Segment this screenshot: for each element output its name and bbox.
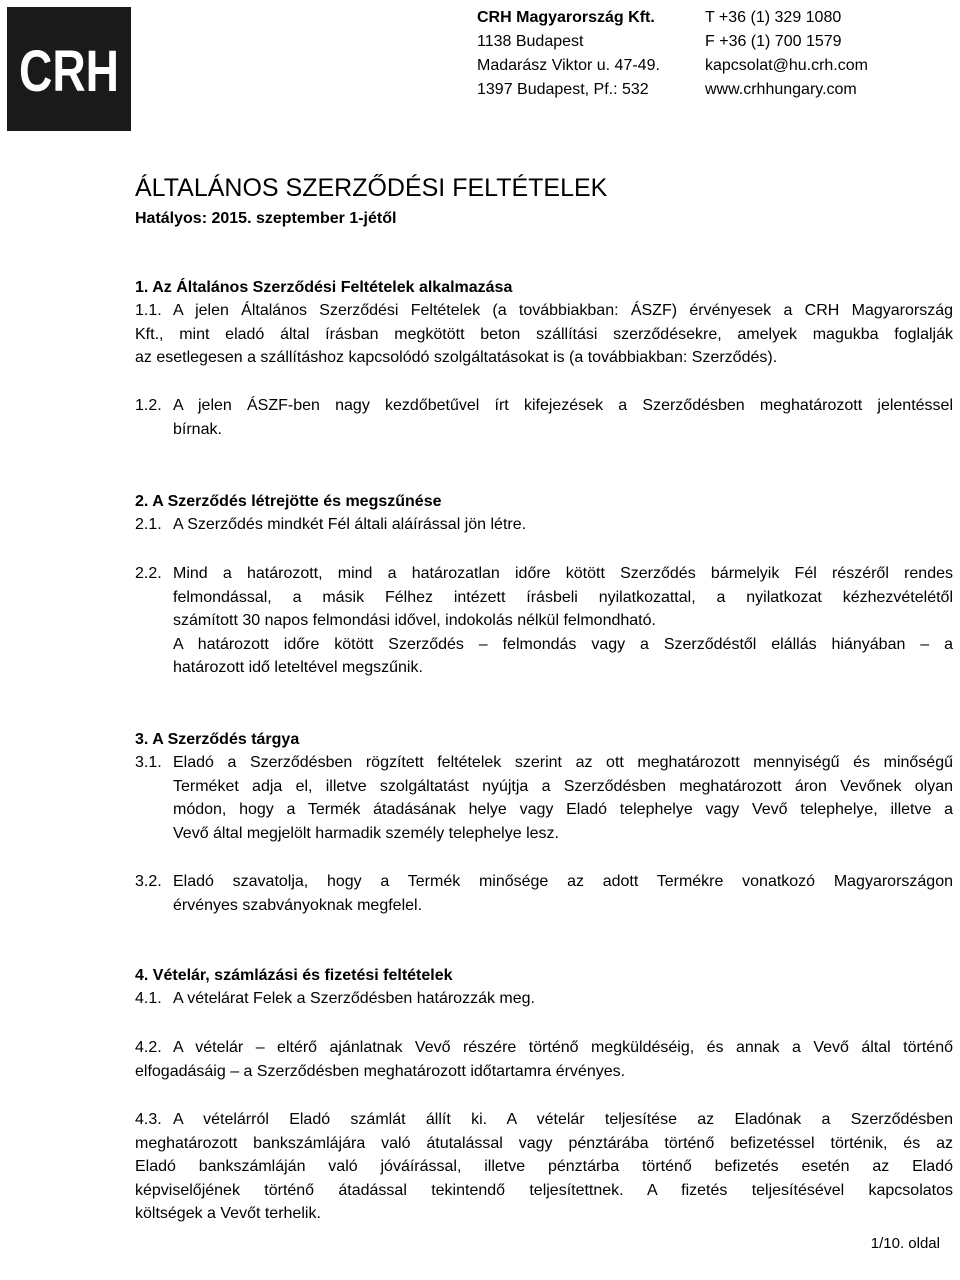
clause-line: meghatározott bankszámlájára való átutalással vagy pénztárába történő befizetéssel történik, és az	[135, 1134, 953, 1152]
clause-line: határozott idő leteltével megszűnik.	[173, 659, 423, 676]
clause-4-2-continued	[135, 1060, 953, 1084]
clause-3-2	[135, 870, 953, 917]
clause-line: érvényes szabványoknak megfelel.	[173, 896, 423, 914]
clause-line: A határozott időre kötött Szerződés – felmondás vagy a Szerződéstől elállás hiányában – a	[173, 635, 953, 653]
clause-line: A jelen Általános Szerződési Feltételek (a továbbiakban: ÁSZF) érvényesek a CRH Magyarország	[173, 302, 953, 319]
address-line: 1138 Budapest	[477, 33, 584, 50]
clause-line: Eladó bankszámláján való jóváírással, illetve pénztárba történő befizetés esetén az Eladó	[135, 1158, 953, 1175]
section-heading: 3. A Szerződés tárgya	[135, 731, 300, 748]
company-address	[477, 6, 660, 102]
clause-line: Eladó szavatolja, hogy a Termék minősége az adott Termékre vonatkozó Magyarországon	[173, 873, 953, 890]
address-line: 1397 Budapest, Pf.: 532	[477, 81, 649, 98]
clause-line: Kft., mint eladó által írásban megkötött beton szállítási szerződésekre, amelyek magukba foglalják	[135, 325, 953, 343]
website-address: www.crhhungary.com	[705, 81, 857, 98]
clause-4-3	[135, 1108, 953, 1132]
company-contact	[705, 6, 868, 102]
email-address: kapcsolat@hu.crh.com	[705, 57, 868, 74]
clause-line: A jelen ÁSZF-ben nagy kezdőbetűvel írt kifejezések a Szerződésben meghatározott jelentéssel	[173, 397, 953, 414]
clause-line: A vételárat Felek a Szerződésben határozzák meg.	[173, 990, 535, 1007]
clause-2-1	[135, 513, 953, 537]
clause-number: 2.1.	[135, 516, 162, 533]
clause-1-1	[135, 299, 953, 323]
clause-line: A Szerződés mindkét Fél általi aláírással jön létre.	[173, 516, 527, 533]
clause-number: 1.2.	[135, 397, 162, 414]
company-name: CRH Magyarország Kft.	[477, 9, 655, 26]
clause-number: 4.2.	[135, 1039, 162, 1056]
crh-logo	[7, 7, 131, 131]
clause-1-2	[135, 394, 953, 441]
clause-line: költségek a Vevőt terhelik.	[135, 1205, 321, 1222]
clause-3-1	[135, 751, 953, 845]
clause-line: A vételár – eltérő ajánlatnak Vevő részére történő megküldéséig, és annak a Vevő által történő	[173, 1039, 953, 1056]
fax-number: F +36 (1) 700 1579	[705, 33, 842, 50]
clause-4-2	[135, 1036, 953, 1060]
address-line: Madarász Viktor u. 47-49.	[477, 57, 660, 74]
clause-1-1-continued	[135, 323, 953, 370]
clause-number: 4.1.	[135, 990, 162, 1007]
clause-number: 4.3.	[135, 1111, 162, 1128]
clause-line: A vételárról Eladó számlát állít ki. A vételár teljesítése az Eladónak a Szerződésben	[173, 1111, 953, 1128]
section-heading: 4. Vételár, számlázási és fizetési feltételek	[135, 967, 453, 984]
phone-number: T +36 (1) 329 1080	[705, 9, 842, 26]
clause-number: 2.2.	[135, 565, 162, 582]
clause-line: Vevő által megjelölt harmadik személy telephelye lesz.	[173, 824, 559, 842]
clause-line: elfogadásáig – a Szerződésben meghatározott időtartamra érvényes.	[135, 1062, 626, 1080]
clause-4-3-continued	[135, 1132, 953, 1226]
crh-logo-mark	[17, 39, 121, 104]
clause-number: 3.1.	[135, 754, 162, 771]
svg-text:CRH: CRH	[19, 39, 119, 104]
section-heading: 1. Az Általános Szerződési Feltételek alkalmazása	[135, 279, 513, 296]
document-title: ÁLTALÁNOS SZERZŐDÉSI FELTÉTELEK	[135, 174, 608, 202]
clause-line: bírnak.	[173, 420, 222, 438]
section-heading: 2. A Szerződés létrejötte és megszűnése	[135, 493, 442, 510]
clause-line: módon, hogy a Termék átadásának helye vagy Eladó telephelye vagy Vevő telephelye, illetve a	[173, 801, 953, 818]
clause-number: 3.2.	[135, 873, 162, 890]
clause-line: felmondással, a másik Félhez intézett írásbeli nyilatkozattal, a nyilatkozat kézhezvételétől	[173, 588, 953, 606]
clause-4-1	[135, 987, 953, 1011]
document-subtitle: Hatályos: 2015. szeptember 1-jétől	[135, 210, 397, 227]
clause-line: az esetlegesen a szállításhoz kapcsolódó szolgáltatásokat is (a továbbiakban: Szerződés).	[135, 349, 778, 366]
clause-line: Mind a határozott, mind a határozatlan időre kötött Szerződés bármelyik Fél részéről rendes	[173, 565, 953, 582]
clause-line: Terméket adja el, illetve szolgáltatást nyújtja a Szerződésben meghatározott áron Vevőnek olyan	[173, 777, 953, 795]
clause-line: Eladó a Szerződésben rögzített feltételek szerint az ott meghatározott mennyiségű és minőségű	[173, 754, 953, 771]
clause-number: 1.1.	[135, 302, 162, 319]
page-number: 1/10. oldal	[870, 1235, 940, 1252]
clause-line: számított 30 napos felmondási idővel, indokolás nélkül felmondható.	[173, 612, 656, 629]
clause-2-2	[135, 562, 953, 680]
clause-line: képviselőjének történő átadással tekintendő teljesítettnek. A fizetés teljesítésével kapcsolatos	[135, 1181, 953, 1199]
